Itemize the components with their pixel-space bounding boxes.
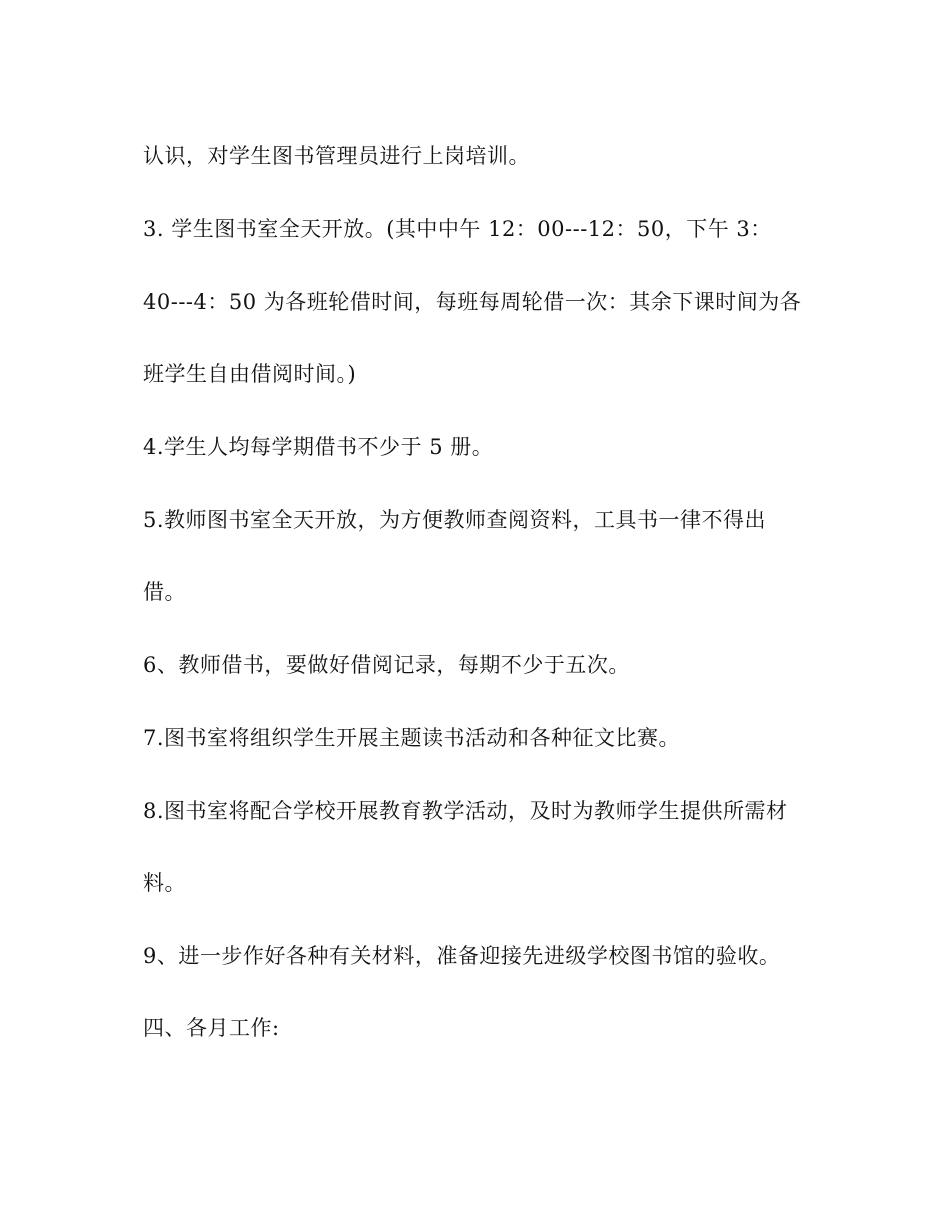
paragraph-line: 班学生自由借阅时间。) (143, 362, 357, 386)
paragraph-line: 3. 学生图书室全天开放。(其中中午 12：00---12：50，下午 3： (143, 217, 772, 241)
paragraph-line: 5.教师图书室全天开放，为方便教师查阅资料，工具书一律不得出 (143, 508, 767, 532)
paragraph-line: 8.图书室将配合学校开展教育教学活动，及时为教师学生提供所需材 (143, 799, 788, 823)
paragraph-line: 料。 (143, 871, 186, 895)
paragraph-line: 7.图书室将组织学生开展主题读书活动和各种征文比赛。 (143, 726, 681, 750)
paragraph-line: 40---4：50 为各班轮借时间，每班每周轮借一次：其余下课时间为各 (143, 290, 802, 314)
paragraph-line: 6、教师借书，要做好借阅记录，每期不少于五次。 (143, 653, 630, 677)
paragraph-line: 认识，对学生图书管理员进行上岗培训。 (143, 144, 530, 168)
section-heading: 四、各月工作: (143, 1016, 280, 1040)
paragraph-line: 9、进一步作好各种有关材料，准备迎接先进级学校图书馆的验收。 (143, 944, 781, 968)
paragraph-line: 4.学生人均每学期借书不少于 5 册。 (143, 435, 494, 459)
paragraph-line: 借。 (143, 580, 186, 604)
